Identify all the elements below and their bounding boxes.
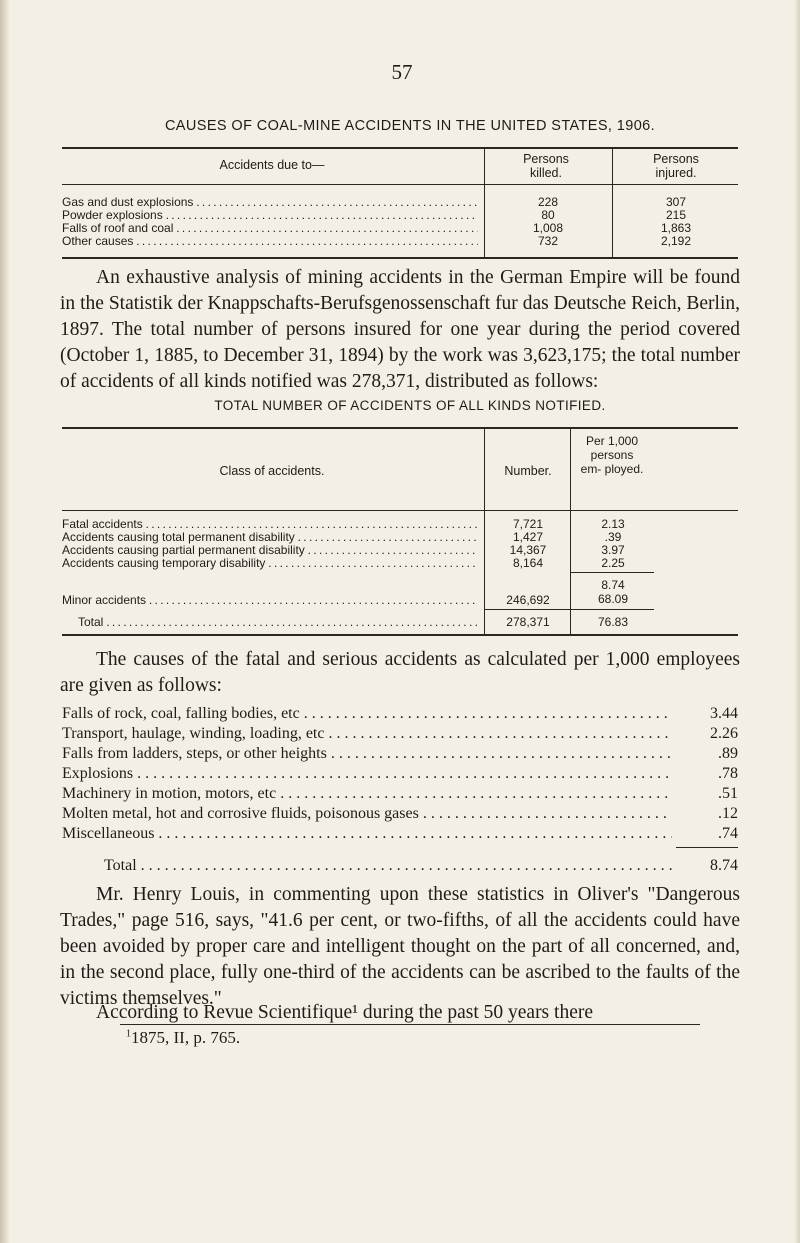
paragraph-text: An exhaustive analysis of mining accidents in the German Empire will be found in the Statistik der Knappschafts-Berufsgenossenschaft fur das Deutsche Reich, Berlin, 1897. The total number of persons insured for one year during the period covered (October 1, 1885, to December 31, 1894) by the work was 3,623,175; the total number of accidents of all kinds notified was 278,371, distributed as follows: (60, 267, 740, 392)
table2-col-rule (570, 428, 571, 634)
injured-cell: 307 (665, 195, 687, 209)
paragraph-text: The causes of the fatal and serious accidents as calculated per 1,000 employees are given as follows: (60, 649, 740, 696)
table1-top-rule (62, 147, 738, 149)
table1-bottom-rule (62, 257, 738, 259)
table2-col-rule (484, 428, 485, 634)
injured-cell: 1,863 (660, 221, 692, 235)
number-cell: 14,367 (509, 543, 547, 557)
body-paragraph (60, 882, 740, 1012)
cause-label: Falls from ladders, steps, or other heights . . . (62, 744, 672, 764)
table1-col-rule (612, 148, 613, 257)
cause-label: Total . . . (104, 856, 672, 876)
cause-label: Miscellaneous . . . (62, 824, 672, 844)
table2-top-rule (62, 427, 738, 429)
page-edge-shadow (794, 0, 800, 1243)
table1-header-injured: Persons injured. (653, 152, 699, 180)
list-item (62, 764, 738, 784)
per-1000-cell: .39 (604, 530, 622, 544)
injured-cell: 215 (665, 208, 687, 222)
cause-value: 3.44 (678, 704, 738, 724)
injured-cell: 2,192 (660, 234, 692, 248)
body-paragraph (60, 1000, 740, 1026)
table1-header-cause: Accidents due to— (219, 158, 325, 172)
page-spine-shadow (0, 0, 9, 1243)
footnote-text: 1875, II, p. 765. (131, 1028, 241, 1047)
table1-col-rule (484, 148, 485, 257)
table2-subtotal-rule (570, 572, 654, 573)
table1-header-rule (62, 184, 738, 185)
table1-header-killed: Persons killed. (523, 152, 569, 180)
per-1000-cell: 2.25 (601, 556, 625, 570)
per-1000-cell: 3.97 (601, 543, 625, 557)
cause-label: Falls of rock, coal, falling bodies, etc . . . (62, 704, 672, 724)
list-item (62, 704, 738, 724)
table2-bottom-rule (62, 634, 738, 636)
cause-value: .78 (678, 764, 738, 784)
footnote-rule (120, 1024, 700, 1025)
cause-value: .89 (678, 744, 738, 764)
class-cell: Accidents causing temporary disability . . . (62, 557, 478, 570)
cause-cell: Other causes . . . (62, 235, 478, 248)
class-cell: Minor accidents . . . (62, 594, 478, 607)
list-total (104, 856, 738, 876)
table2-header-rule (62, 510, 738, 511)
cause-value: .74 (678, 824, 738, 844)
list-item (62, 824, 738, 844)
footnote (126, 1028, 240, 1048)
number-cell: 7,721 (512, 517, 544, 531)
body-paragraph (60, 265, 740, 395)
table2-total-rule (484, 609, 654, 610)
cause-value: 8.74 (678, 856, 738, 876)
paragraph-text: Mr. Henry Louis, in commenting upon these statistics in Oliver's "Dangerous Trades," page 516, says, "41.6 per cent, or two-fifths, of all the accidents could have been avoided by proper care and intelligent thought on the part of all concerned, and, in the second place, fully one-third of the accidents can be ascribed to the faults of the victims themselves." (60, 884, 740, 1009)
class-cell: Accidents causing partial permanent disability . . . (62, 544, 478, 557)
table2-header-number: Number. (504, 464, 552, 478)
killed-cell: 732 (537, 234, 559, 248)
class-cell: Fatal accidents . . . (62, 518, 478, 531)
subtotal-per-1000: 8.74 (601, 578, 625, 592)
table2-title: TOTAL NUMBER OF ACCIDENTS OF ALL KINDS NOTIFIED. (214, 398, 606, 413)
per-1000-cell: 2.13 (601, 517, 625, 531)
footnote-mark: 1 (126, 1028, 131, 1040)
cause-value: .12 (678, 804, 738, 824)
killed-cell: 1,008 (532, 221, 564, 235)
per-1000-cell: 76.83 (597, 615, 629, 629)
list-item (62, 724, 738, 744)
table2-header-per-1000: Per 1,000 persons em- ployed. (580, 434, 644, 476)
cause-cell: Powder explosions . . . (62, 209, 478, 222)
list-item (62, 784, 738, 804)
cause-cell: Gas and dust explosions . . . (62, 196, 478, 209)
cause-value: 2.26 (678, 724, 738, 744)
killed-cell: 80 (541, 208, 555, 222)
class-cell: Total . . . (78, 616, 478, 629)
paragraph-text: According to Revue Scientifique¹ during the past 50 years there (96, 1002, 593, 1023)
cause-label: Molten metal, hot and corrosive fluids, poisonous gases . . . (62, 804, 672, 824)
cause-value: .51 (678, 784, 738, 804)
number-cell: 278,371 (506, 615, 550, 629)
list-total-rule (676, 847, 738, 848)
table2-header-class: Class of accidents. (219, 464, 325, 478)
class-cell: Accidents causing total permanent disability . . . (62, 531, 478, 544)
cause-label: Machinery in motion, motors, etc . . . (62, 784, 672, 804)
page-number: 57 (391, 60, 413, 84)
number-cell: 1,427 (512, 530, 544, 544)
cause-label: Explosions . . . (62, 764, 672, 784)
cause-cell: Falls of roof and coal . . . (62, 222, 478, 235)
number-cell: 8,164 (512, 556, 544, 570)
list-item (62, 804, 738, 824)
killed-cell: 228 (537, 195, 559, 209)
body-paragraph (60, 647, 740, 699)
number-cell: 246,692 (506, 593, 550, 607)
per-1000-cell: 68.09 (597, 592, 629, 606)
table1-title: CAUSES OF COAL-MINE ACCIDENTS IN THE UNITED STATES, 1906. (164, 118, 656, 134)
list-item (62, 744, 738, 764)
cause-label: Transport, haulage, winding, loading, etc . . . (62, 724, 672, 744)
